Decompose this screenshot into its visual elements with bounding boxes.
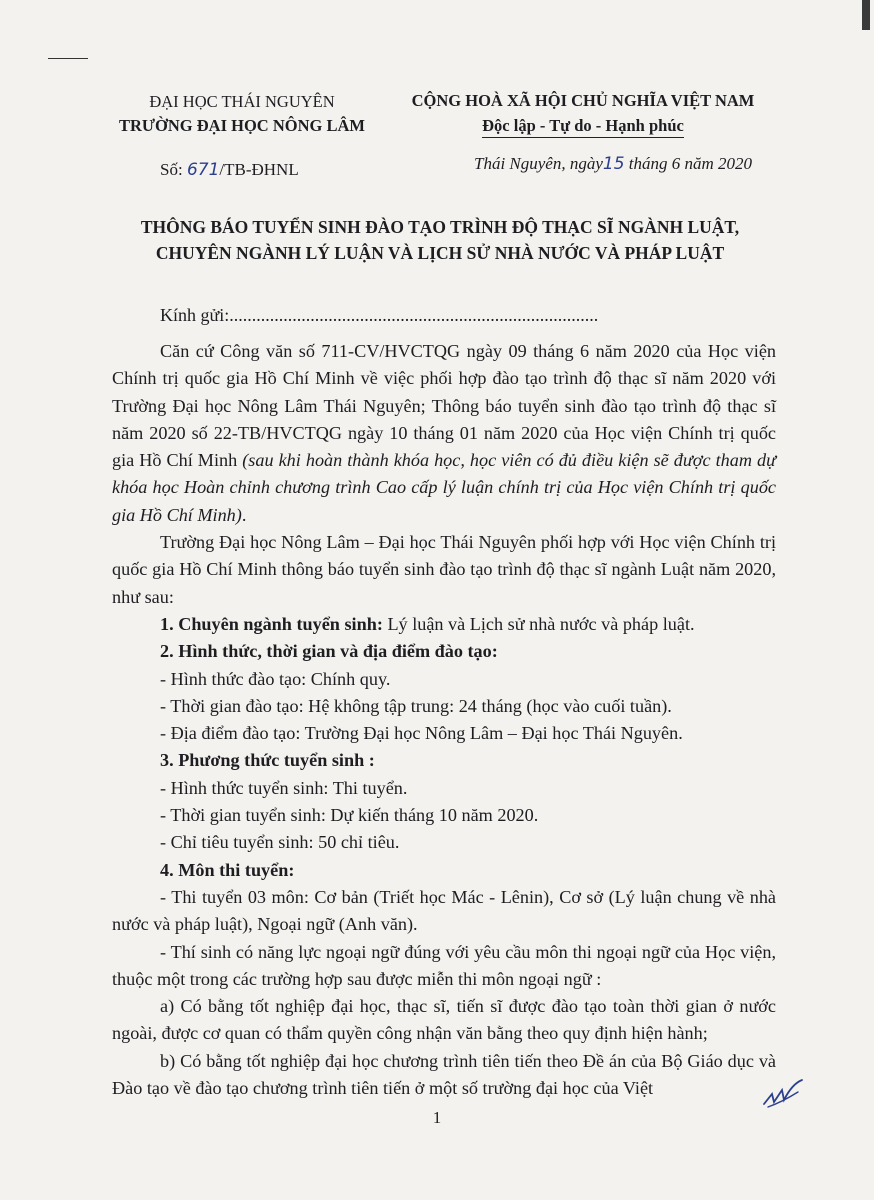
date-suffix: tháng 6 năm 2020 [628,154,753,173]
national-header [378,88,788,138]
list-item: - Thí sinh có năng lực ngoại ngữ đúng với yêu cầu môn thi ngoại ngữ của Học viện, thuộc một trong các trường hợp sau được miễn thi môn ngoại ngữ : [112,941,776,989]
scan-mark [48,58,88,59]
list-item: b) Có bằng tốt nghiệp đại học chương trình tiên tiến theo Đề án của Bộ Giáo dục và Đào tạo về đào tạo chương trình tiên tiến ở một số trường đại học của Việt [112,1050,776,1099]
doc-number-handwritten: 671 [186,160,220,180]
date-prefix: Thái Nguyên, ngày [474,154,603,173]
national-motto: Độc lập - Tự do - Hạnh phúc [482,115,684,138]
salutation: Kính gửi:.................................................................................. [160,305,599,325]
title-line-2: CHUYÊN NGÀNH LÝ LUẬN VÀ LỊCH SỬ NHÀ NƯỚC VÀ PHÁP LUẬT [155,243,725,263]
section-heading: 2. Hình thức, thời gian và địa điểm đào tạo: [160,641,498,662]
list-item: - Địa điểm đào tạo: Trường Đại học Nông Lâm – Đại học Thái Nguyên. [160,723,683,744]
section-major: 1. Chuyên ngành tuyển sinh: Lý luận và Lịch sử nhà nước và pháp luật. [160,613,695,634]
list-item: - Hình thức tuyển sinh: Thi tuyển. [160,777,408,798]
list-item: - Thời gian đào tạo: Hệ không tập trung: 24 tháng (học vào cuối tuần). [160,695,672,716]
document-number [160,160,299,180]
scan-edge [862,0,870,30]
issuer-parent: ĐẠI HỌC THÁI NGUYÊN [149,92,335,111]
document-body [112,338,776,1102]
list-item: - Hình thức đào tạo: Chính quy. [160,668,391,689]
national-title: CỘNG HOÀ XÃ HỘI CHỦ NGHĨA VIỆT NAM [411,91,755,110]
page-number: 1 [432,1108,442,1127]
paragraph-intro: Trường Đại học Nông Lâm – Đại học Thái Nguyên phối hợp với Học viện Chính trị quốc gia Hồ Chí Minh thông báo tuyển sinh đào tạo trình độ thạc sĩ ngành Luật năm 2020, như sau: [112,532,776,607]
list-item: - Thi tuyển 03 môn: Cơ bản (Triết học Mác - Lênin), Cơ sở (Lý luận chung về nhà nước và pháp luật), Ngoại ngữ (Anh văn). [112,886,776,935]
doc-number-suffix: /TB-ĐHNL [219,160,299,179]
section-heading: 4. Môn thi tuyển: [160,859,295,880]
document-title [80,214,800,266]
date-day-handwritten: 15 [602,154,625,174]
list-item: - Chỉ tiêu tuyển sinh: 50 chỉ tiêu. [160,832,400,853]
section-heading: 3. Phương thức tuyển sinh : [160,750,375,771]
paragraph-basis: Căn cứ Công văn số 711-CV/HVCTQG ngày 09 tháng 6 năm 2020 của Học viện Chính trị quốc gia Hồ Chí Minh về việc phối hợp đào tạo trình độ thạc sĩ năm 2020 với Trường Đại học Nông Lâm Thái Nguyên; Thông báo tuyển sinh đào tạo trình độ thạc sĩ năm 2020 số 22-TB/HVCTQG ngày 10 tháng 01 năm 2020 của Học viện Chính trị quốc gia Hồ Chí Minh (sau khi hoàn thành khóa học, học viên có đủ điều kiện sẽ được tham dự khóa học Hoàn chỉnh chương trình Cao cấp lý luận chính trị của Học viện Chính trị quốc gia Hồ Chí Minh). [112,341,776,525]
issue-date [474,154,752,174]
doc-number-prefix: Số: [160,160,183,179]
title-line-1: THÔNG BÁO TUYỂN SINH ĐÀO TẠO TRÌNH ĐỘ THẠC SĨ NGÀNH LUẬT, [140,217,740,237]
issuer-name: TRƯỜNG ĐẠI HỌC NÔNG LÂM [119,116,365,135]
list-item: - Thời gian tuyển sinh: Dự kiến tháng 10 năm 2020. [160,805,539,826]
initials-signature [762,1074,806,1110]
paragraph-basis-note: (sau khi hoàn thành khóa học, học viên có đủ điều kiện sẽ được tham dự khóa học Hoàn chỉnh chương trình Cao cấp lý luận chính trị của Học viện Chính trị quốc gia Hồ Chí Minh) [112,450,776,525]
issuer-header [112,90,372,138]
list-item: a) Có bằng tốt nghiệp đại học, thạc sĩ, tiến sĩ được đào tạo toàn thời gian ở nước ngoài, được cơ quan có thẩm quyền công nhận văn bằng theo quy định hiện hành; [112,996,776,1044]
section-heading: 1. Chuyên ngành tuyển sinh: [160,613,383,634]
